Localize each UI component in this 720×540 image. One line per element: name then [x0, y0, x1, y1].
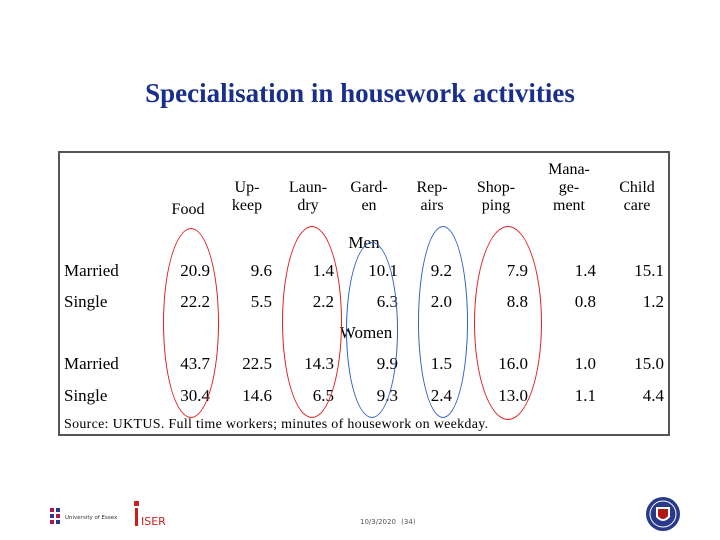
table-cell: 1.2 [642, 292, 664, 311]
table-cell: 15.0 [634, 354, 664, 373]
source-note: Source: UKTUS. Full time workers; minutes of housework on weekday. [64, 417, 489, 432]
highlight-ellipse-shopping [474, 226, 542, 420]
section-label-men: Men [348, 233, 380, 252]
table-cell: 20.9 [180, 261, 210, 280]
table-cell: 9.9 [376, 354, 398, 373]
table-cell: 1.5 [430, 354, 452, 373]
page-title: Specialisation in housework activities [145, 78, 575, 108]
svg-text:University of Essex: University of Essex [65, 515, 118, 521]
col-header-garden: Gard- en [350, 179, 388, 214]
col-header-shopping: Shop- ping [476, 179, 516, 214]
table-cell: 2.4 [430, 386, 452, 405]
table-cell: 10.1 [368, 261, 398, 280]
table-cell: 22.2 [180, 292, 210, 311]
row-label: Married [64, 261, 119, 280]
section-label-women: Women [339, 323, 393, 342]
iser-logo [130, 498, 176, 530]
highlight-ellipse-laundry [282, 226, 342, 418]
table-cell: 1.1 [574, 386, 596, 405]
table-cell: 9.2 [430, 261, 452, 280]
col-header-repairs: Rep- airs [416, 179, 448, 214]
crest-logo [644, 495, 682, 533]
highlight-ellipse-repairs [418, 226, 468, 418]
table-cell: 30.4 [180, 386, 210, 405]
table-cell: 5.5 [250, 292, 272, 311]
highlight-ellipse-food [163, 228, 219, 418]
table-cell: 13.0 [498, 386, 528, 405]
table-cell: 6.3 [376, 292, 398, 311]
row-label: Married [64, 354, 119, 373]
table-cell: 22.5 [242, 354, 272, 373]
row-label: Single [64, 386, 108, 405]
col-header-laundry: Laun- dry [288, 179, 328, 214]
footer-page-number: (34) [401, 518, 416, 526]
footer-date-text: 10/3/2020 [360, 518, 396, 526]
table-cell: 1.4 [574, 261, 596, 280]
table-cell: 2.0 [430, 292, 452, 311]
table-cell: 2.2 [312, 292, 334, 311]
table-cell: 1.4 [312, 261, 334, 280]
highlight-ellipse-garden [346, 242, 398, 418]
table-cell: 16.0 [498, 354, 528, 373]
footer-date [360, 518, 416, 526]
table-cell: 9.3 [376, 386, 398, 405]
table-cell: 9.6 [250, 261, 272, 280]
col-header-management: Mana- ge- ment [548, 161, 590, 214]
col-header-upkeep: Up- keep [231, 179, 263, 214]
table-cell: 15.1 [634, 261, 664, 280]
table-cell: 7.9 [506, 261, 528, 280]
table-cell: 4.4 [642, 386, 664, 405]
table-cell: 1.0 [574, 354, 596, 373]
col-header-food: Food [171, 201, 205, 218]
table-cell: 43.7 [180, 354, 210, 373]
table-cell: 6.5 [312, 386, 334, 405]
col-header-childcare: Child care [619, 179, 655, 214]
table-cell: 14.3 [304, 354, 334, 373]
table-cell: 0.8 [574, 292, 596, 311]
table-cell: 8.8 [506, 292, 528, 311]
table-cell: 14.6 [242, 386, 272, 405]
svg-text:ISER: ISER [141, 515, 166, 528]
row-label: Single [64, 292, 108, 311]
